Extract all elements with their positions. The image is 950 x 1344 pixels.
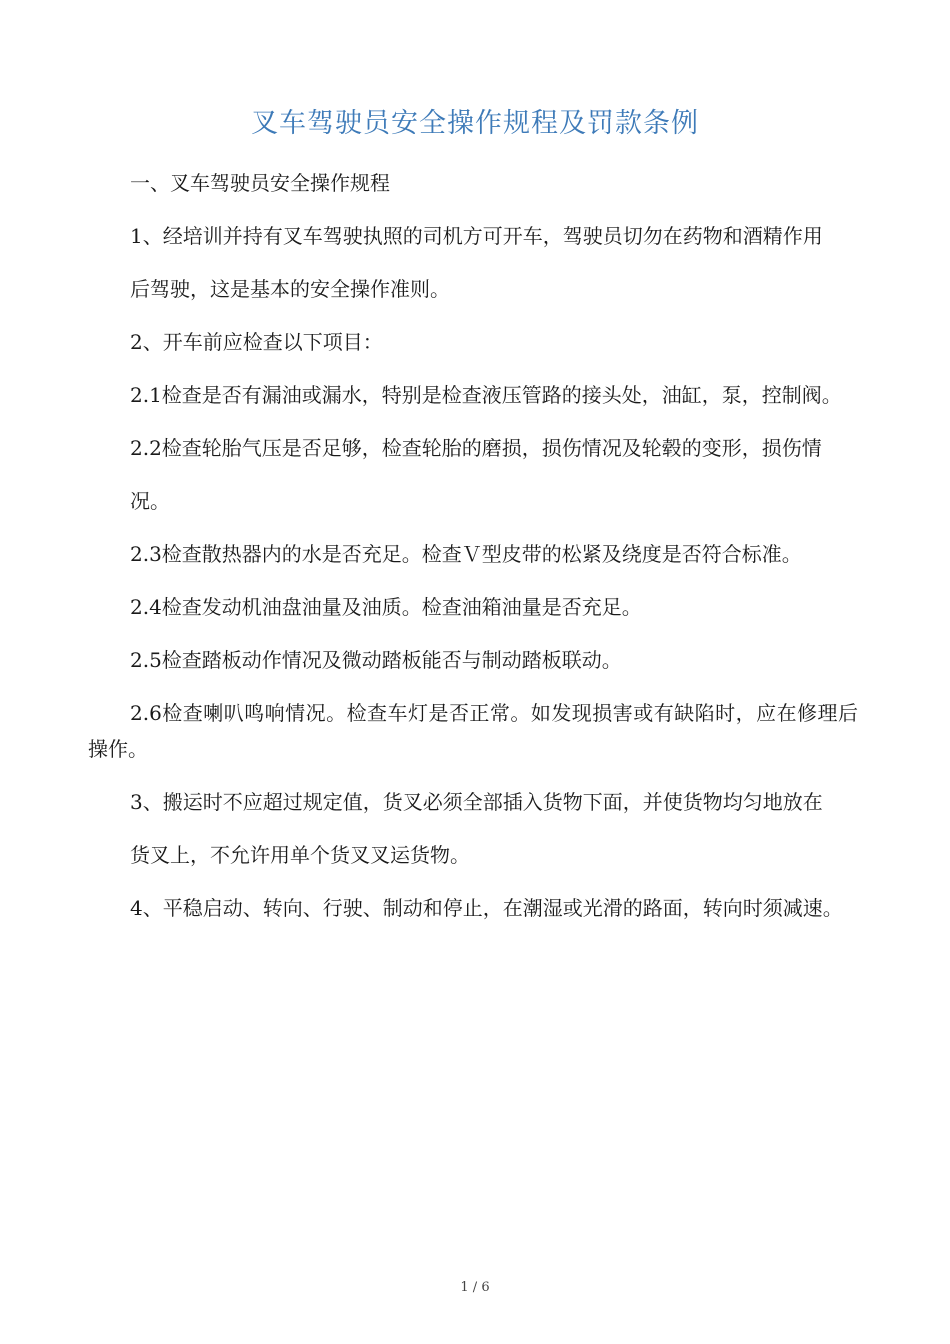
paragraph: 4、平稳启动、转向、行驶、制动和停止，在潮湿或光滑的路面，转向时须减速。 xyxy=(130,896,843,920)
document-body xyxy=(88,165,858,943)
paragraph: 况。 xyxy=(130,489,170,513)
paragraph: 2.4检查发动机油盘油量及油质。检查油箱油量是否充足。 xyxy=(130,595,642,619)
paragraph: 2.6检查喇叭鸣响情况。检查车灯是否正常。如发现损害或有缺陷时，应在修理后操作。 xyxy=(88,701,858,761)
paragraph: 2.2检查轮胎气压是否足够，检查轮胎的磨损，损伤情况及轮毂的变形，损伤情 xyxy=(130,436,822,460)
document-title: 叉车驾驶员安全操作规程及罚款条例 xyxy=(251,108,699,139)
paragraph: 货叉上，不允许用单个货叉叉运货物。 xyxy=(130,843,470,867)
paragraph: 3、搬运时不应超过规定值，货叉必须全部插入货物下面，并使货物均匀地放在 xyxy=(130,790,823,814)
section-heading: 一、叉车驾驶员安全操作规程 xyxy=(130,171,390,195)
paragraph: 2.5检查踏板动作情况及微动踏板能否与制动踏板联动。 xyxy=(130,648,622,672)
paragraph: 2.3检查散热器内的水是否充足。检查Ｖ型皮带的松紧及绕度是否符合标准。 xyxy=(130,542,802,566)
paragraph: 后驾驶，这是基本的安全操作准则。 xyxy=(130,277,450,301)
paragraph: 2.1检查是否有漏油或漏水，特别是检查液压管路的接头处，油缸，泵，控制阀。 xyxy=(130,383,842,407)
page-number: 1 / 6 xyxy=(460,1280,490,1295)
paragraph: 1、经培训并持有叉车驾驶执照的司机方可开车，驾驶员切勿在药物和酒精作用 xyxy=(130,224,823,248)
paragraph: 2、开车前应检查以下项目： xyxy=(130,330,383,354)
